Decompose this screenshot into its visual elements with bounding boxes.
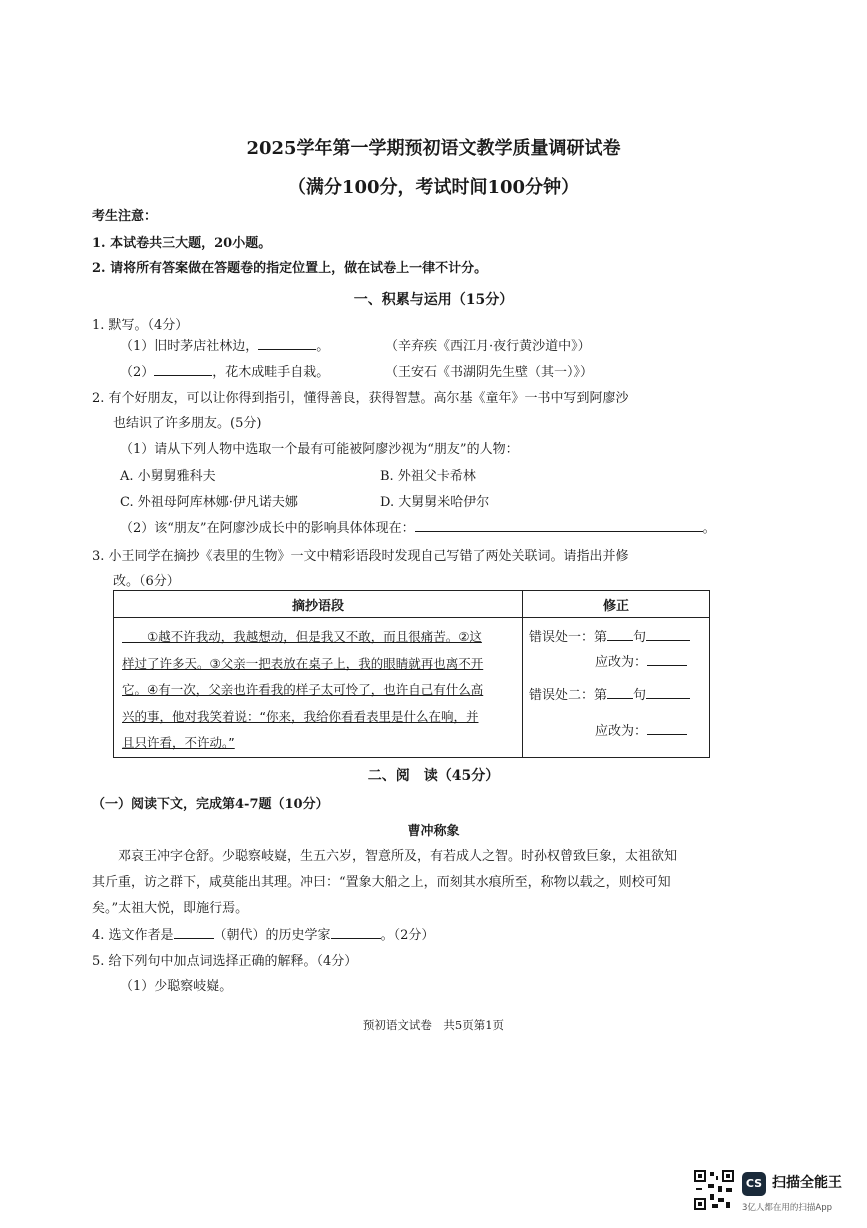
table-header-fix: 修正 (523, 591, 710, 618)
error2-row: 错误处二：第 句 (529, 684, 690, 703)
notice-item: 2. 请将所有答案做在答题卷的指定位置上，做在试卷上一律不计分。 (92, 261, 488, 276)
qr-code-icon (694, 1170, 734, 1210)
q2-option-d: D. 大舅舅米哈伊尔 (380, 495, 490, 510)
answer-blank (174, 924, 214, 939)
camscanner-logo-icon: CS (742, 1172, 766, 1196)
q3-stem-cont: 改。（6分） (113, 574, 180, 589)
q1-line1: （1）旧时茅店社林边， 。 (120, 335, 329, 354)
excerpt-line: 样过了许多天。③父亲一把表放在桌子上，我的眼睛就再也离不开 (122, 655, 484, 671)
q2-sub1: （1）请从下列人物中选取一个最有可能被阿廖沙视为“朋友”的人物： (120, 442, 519, 457)
page-footer: 预初语文试卷 共5页第1页 (362, 1018, 505, 1032)
correction-table (113, 590, 710, 758)
error1-row: 错误处一：第 句 (529, 626, 690, 645)
article-line: 邓哀王冲字仓舒。少聪察岐嶷，生五六岁，智意所及，有若成人之智。时孙权曾致巨象，太祖欲知 (92, 849, 678, 864)
article-title: 曹冲称象 (407, 824, 460, 839)
q4: 4. 选文作者是 （朝代）的历史学家 。（2分） (92, 924, 434, 943)
excerpt-cell (114, 618, 523, 758)
article-line: 其斤重，访之群下，咸莫能出其理。冲曰：“置象大船之上，而刻其水痕所至，称物以载之，则校可知 (92, 875, 671, 890)
answer-blank (646, 684, 690, 699)
answer-blank (647, 720, 687, 735)
q2-option-c: C. 外祖母阿库林娜·伊凡诺夫娜 (120, 495, 298, 510)
q5: 5. 给下列句中加点词选择正确的解释。（4分） (92, 954, 358, 969)
error1-fix: 应改为： (595, 651, 687, 670)
q1-stem: 1. 默写。（4分） (92, 318, 189, 333)
table-header-excerpt: 摘抄语段 (114, 591, 523, 618)
answer-blank (154, 361, 212, 376)
section1-title: 一、积累与运用（15分） (353, 292, 514, 308)
exam-title: 2025学年第一学期预初语文教学质量调研试卷 (246, 138, 621, 159)
answer-blank (331, 924, 381, 939)
q2-sub2: （2）该“朋友”在阿廖沙成长中的影响具体体现在： 。 (120, 517, 716, 536)
q2-stem-cont: 也结识了许多朋友。(5分) (113, 416, 262, 431)
answer-blank (415, 517, 703, 532)
part1-heading: （一）阅读下文，完成第4-7题（10分） (92, 797, 329, 812)
q1-line2: （2） ，花木成畦手自栽。 (120, 361, 329, 380)
camscanner-name: 扫描全能王 (772, 1175, 842, 1191)
q5-sub1: （1）少聪察岐嶷。 (120, 979, 233, 994)
excerpt-line: 它。④有一次，父亲也许看我的样子太可怜了，也许自己有什么高 (122, 682, 484, 697)
answer-blank (258, 335, 316, 350)
answer-blank (607, 626, 633, 641)
q2-option-b: B. 外祖父卡希林 (380, 469, 476, 484)
q2-option-a: A. 小舅舅雅科夫 (120, 469, 216, 484)
exam-subtitle: （满分100分，考试时间100分钟） (287, 177, 580, 198)
camscanner-tagline: 3亿人都在用的扫描App (742, 1203, 833, 1213)
answer-blank (646, 626, 690, 641)
q1-line1-source: （辛弃疾《西江月·夜行黄沙道中》） (385, 339, 591, 354)
fix-cell (523, 618, 710, 758)
article-line: 矣。”太祖大悦，即施行焉。 (92, 901, 249, 916)
notice-heading: 考生注意： (92, 209, 158, 224)
answer-blank (647, 651, 687, 666)
excerpt-line: ①越不许我动，我越想动，但是我又不敢，而且很痛苦。②这 (122, 629, 482, 644)
excerpt-line: 兴的事，他对我笑着说：“你来，我给你看看表里是什么在响，并 (122, 708, 479, 724)
q2-stem: 2. 有个好朋友，可以让你得到指引，懂得善良，获得智慧。高尔基《童年》一书中写到阿廖沙 (92, 391, 629, 406)
section2-title: 二、阅 读（45分） (367, 768, 500, 784)
answer-blank (607, 684, 633, 699)
excerpt-line: 且只许看，不许动。” (122, 735, 235, 750)
notice-item: 1. 本试卷共三大题，20小题。 (92, 236, 272, 251)
q1-line2-source: （王安石《书湖阴先生壁（其一）》） (385, 365, 594, 380)
q3-stem: 3. 小王同学在摘抄《表里的生物》一文中精彩语段时发现自己写错了两处关联词。请指出并修 (92, 549, 629, 564)
error2-fix: 应改为： (595, 720, 687, 739)
